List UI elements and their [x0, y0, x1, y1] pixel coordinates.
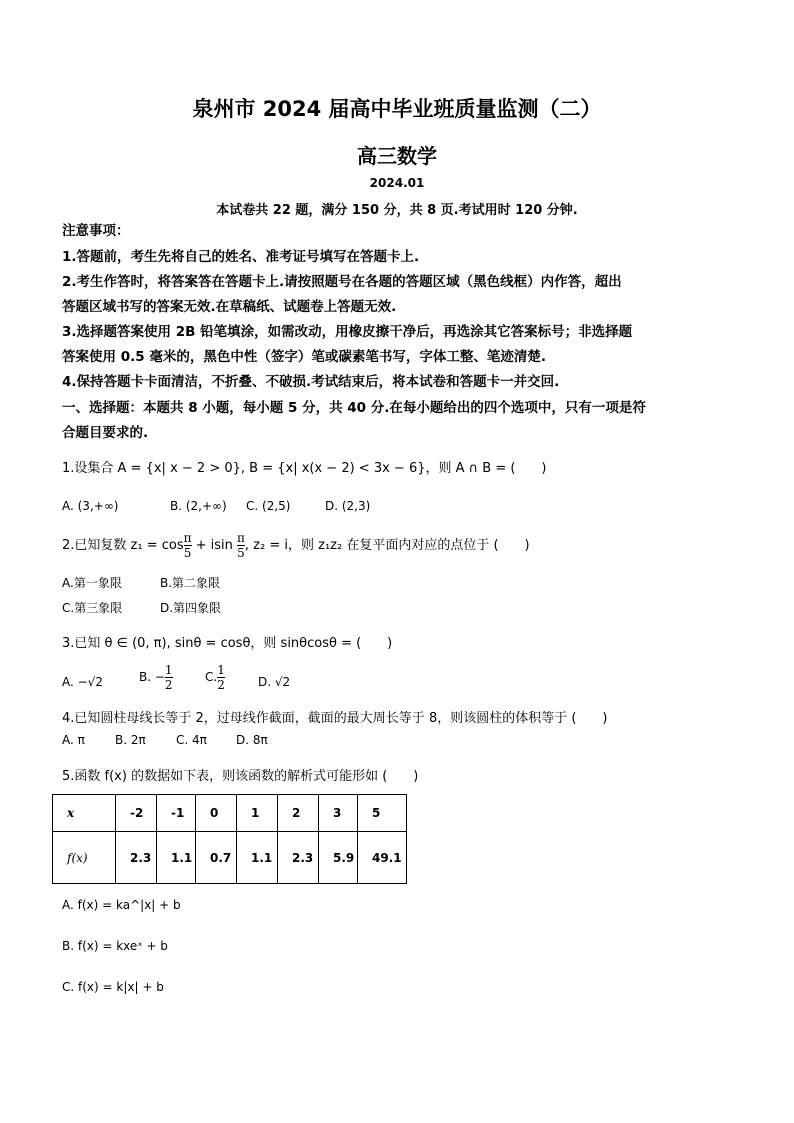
table-cell: 0 [196, 795, 237, 832]
q1-option-c: C. (2,5) [246, 499, 291, 513]
q4-option-b: B. 2π [115, 733, 146, 747]
table-cell: 1.1 [157, 832, 196, 884]
question-1: 1.设集合 A = {x| x − 2 > 0}, B = {x| x(x − 2) < 3x − 6}，则 A ∩ B = ( ) [62, 461, 547, 476]
q2-prefix: 2.已知复数 z₁ = cos [62, 538, 184, 553]
frac-num: 1 [164, 663, 173, 677]
table-row-label: f(x) [53, 832, 116, 884]
table-cell: 3 [319, 795, 358, 832]
notice-line: 1.答题前，考生先将自己的姓名、准考证号填写在答题卡上. [62, 249, 420, 265]
frac-den: 5 [183, 546, 192, 560]
frac-num: π [237, 531, 245, 545]
q1-option-a: A. (3,+∞) [62, 499, 119, 513]
table-cell: 2.3 [278, 832, 319, 884]
q3-option-c-label: C. [205, 670, 218, 684]
question-2 [62, 531, 530, 560]
question-5: 5.函数 f(x) 的数据如下表，则该函数的解析式可能形如 ( ) [62, 769, 419, 784]
table-cell: 2 [278, 795, 319, 832]
notice-line: 4.保持答题卡卡面清洁，不折叠、不破损.考试结束后，将本试卷和答题卡一并交回. [62, 374, 560, 390]
frac-num: π [183, 531, 192, 545]
q5-option-a: A. f(x) = ka^|x| + b [62, 898, 181, 912]
q3-option-b-label: B. − [139, 670, 165, 684]
frac-den: 2 [217, 678, 225, 692]
q3-option-b [139, 663, 173, 692]
q5-option-b: B. f(x) = kxeˣ + b [62, 939, 168, 953]
frac-den: 5 [237, 546, 245, 560]
section-heading-cont: 合题目要求的. [62, 425, 149, 441]
q2-mid: + isin [191, 538, 238, 553]
q4-option-c: C. 4π [176, 733, 207, 747]
q3-option-a: A. −√2 [62, 675, 103, 689]
notice-line: 3.选择题答案使用 2B 铅笔填涂，如需改动，用橡皮擦干净后，再选涂其它答案标号；非选择题 [62, 324, 633, 340]
fraction-pi-5 [184, 531, 192, 560]
notice-line: 2.考生作答时，将答案答在答题卡上.请按照题号在各题的答题区域（黑色线框）内作答，超出 [62, 274, 622, 290]
fraction-1-2 [217, 663, 225, 692]
exam-title: 泉州市 2024 届高中毕业班质量监测（二） [192, 97, 602, 121]
q4-option-d: D. 8π [236, 733, 268, 747]
q2-option-d: D.第四象限 [160, 601, 222, 615]
q5-option-c: C. f(x) = k|x| + b [62, 980, 164, 994]
q2-option-c: C.第三象限 [62, 601, 123, 615]
q2-option-a: A.第一象限 [62, 576, 122, 590]
exam-summary: 本试卷共 22 题，满分 150 分，共 8 页.考试用时 120 分钟. [216, 203, 578, 218]
table-row [53, 832, 407, 884]
table-row [53, 795, 407, 832]
q3-option-c [205, 663, 225, 692]
q1-option-b: B. (2,+∞) [170, 499, 227, 513]
table-cell: 2.3 [116, 832, 157, 884]
table-cell: 1.1 [237, 832, 278, 884]
table-cell: 49.1 [358, 832, 407, 884]
table-cell: 0.7 [196, 832, 237, 884]
exam-subject: 高三数学 [357, 144, 437, 168]
question-3: 3.已知 θ ∈ (0, π), sinθ = cosθ，则 sinθcosθ = ( ) [62, 636, 393, 651]
table-row-label: x [53, 795, 116, 832]
notice-line: 答题区域书写的答案无效.在草稿纸、试题卷上答题无效. [62, 299, 397, 315]
notice-heading: 注意事项： [62, 223, 130, 239]
q2-option-b: B.第二象限 [160, 576, 221, 590]
table-cell: -2 [116, 795, 157, 832]
q3-option-d: D. √2 [258, 675, 291, 689]
q2-suffix: , z₂ = i，则 z₁z₂ 在复平面内对应的点位于 ( ) [244, 538, 530, 553]
fraction-1-2 [165, 663, 173, 692]
notice-line: 答案使用 0.5 毫米的，黑色中性（签字）笔或碳素笔书写，字体工整、笔迹清楚. [62, 349, 546, 365]
table-cell: 5.9 [319, 832, 358, 884]
function-value-table [52, 794, 407, 884]
table-cell: 5 [358, 795, 407, 832]
question-4: 4.已知圆柱母线长等于 2，过母线作截面，截面的最大周长等于 8，则该圆柱的体积等于 ( ) [62, 711, 608, 726]
exam-date: 2024.01 [369, 176, 425, 190]
fraction-pi-5 [237, 531, 245, 560]
frac-den: 2 [164, 678, 173, 692]
frac-num: 1 [217, 663, 225, 677]
section-heading: 一、选择题：本题共 8 小题，每小题 5 分，共 40 分.在每小题给出的四个选项中，只有一项是符 [62, 400, 646, 416]
table-cell: -1 [157, 795, 196, 832]
table-cell: 1 [237, 795, 278, 832]
q1-option-d: D. (2,3) [325, 499, 371, 513]
q4-option-a: A. π [62, 733, 85, 747]
